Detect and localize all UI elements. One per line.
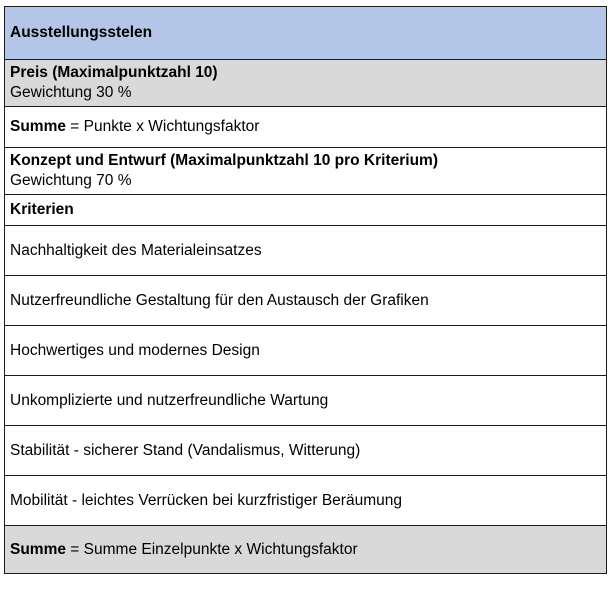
summe-konzept-label: Summe: [10, 540, 66, 558]
criterion-cell: Mobilität - leichtes Verrücken bei kurzfristiger Beräumung: [5, 476, 607, 526]
preis-cell: [5, 60, 607, 107]
criterion-row: [5, 326, 607, 376]
criterion-row: [5, 276, 607, 326]
criterion-row: [5, 226, 607, 276]
criterion-row: [5, 476, 607, 526]
criterion-row: [5, 426, 607, 476]
criterion-cell: Nachhaltigkeit des Materialeinsatzes: [5, 226, 607, 276]
preis-row: [5, 60, 607, 107]
preis-weight: Gewichtung 30 %: [10, 84, 132, 101]
summe-preis-cell: [5, 107, 607, 148]
konzept-cell: [5, 148, 607, 195]
summe-preis-label: Summe: [10, 118, 66, 135]
konzept-heading: Konzept und Entwurf (Maximalpunktzahl 10 pro Kriterium): [10, 152, 438, 169]
table-title: Ausstellungsstelen: [5, 7, 607, 60]
criterion-cell: Hochwertiges und modernes Design: [5, 326, 607, 376]
summe-konzept-row: [5, 526, 607, 574]
preis-heading: Preis (Maximalpunktzahl 10): [10, 64, 218, 81]
title-row: [5, 7, 607, 60]
summe-preis-formula: = Punkte x Wichtungsfaktor: [66, 118, 260, 135]
evaluation-table: [4, 6, 607, 574]
summe-konzept-formula: = Summe Einzelpunkte x Wichtungsfaktor: [66, 540, 358, 558]
criterion-cell: Nutzerfreundliche Gestaltung für den Austausch der Grafiken: [5, 276, 607, 326]
summe-preis-row: [5, 107, 607, 148]
criterion-cell: Stabilität - sicherer Stand (Vandalismus, Witterung): [5, 426, 607, 476]
kriterien-label: Kriterien: [5, 195, 607, 226]
criterion-row: [5, 376, 607, 426]
kriterien-row: [5, 195, 607, 226]
summe-konzept-cell: [5, 526, 607, 574]
konzept-row: [5, 148, 607, 195]
konzept-weight: Gewichtung 70 %: [10, 172, 132, 189]
criterion-cell: Unkomplizierte und nutzerfreundliche Wartung: [5, 376, 607, 426]
